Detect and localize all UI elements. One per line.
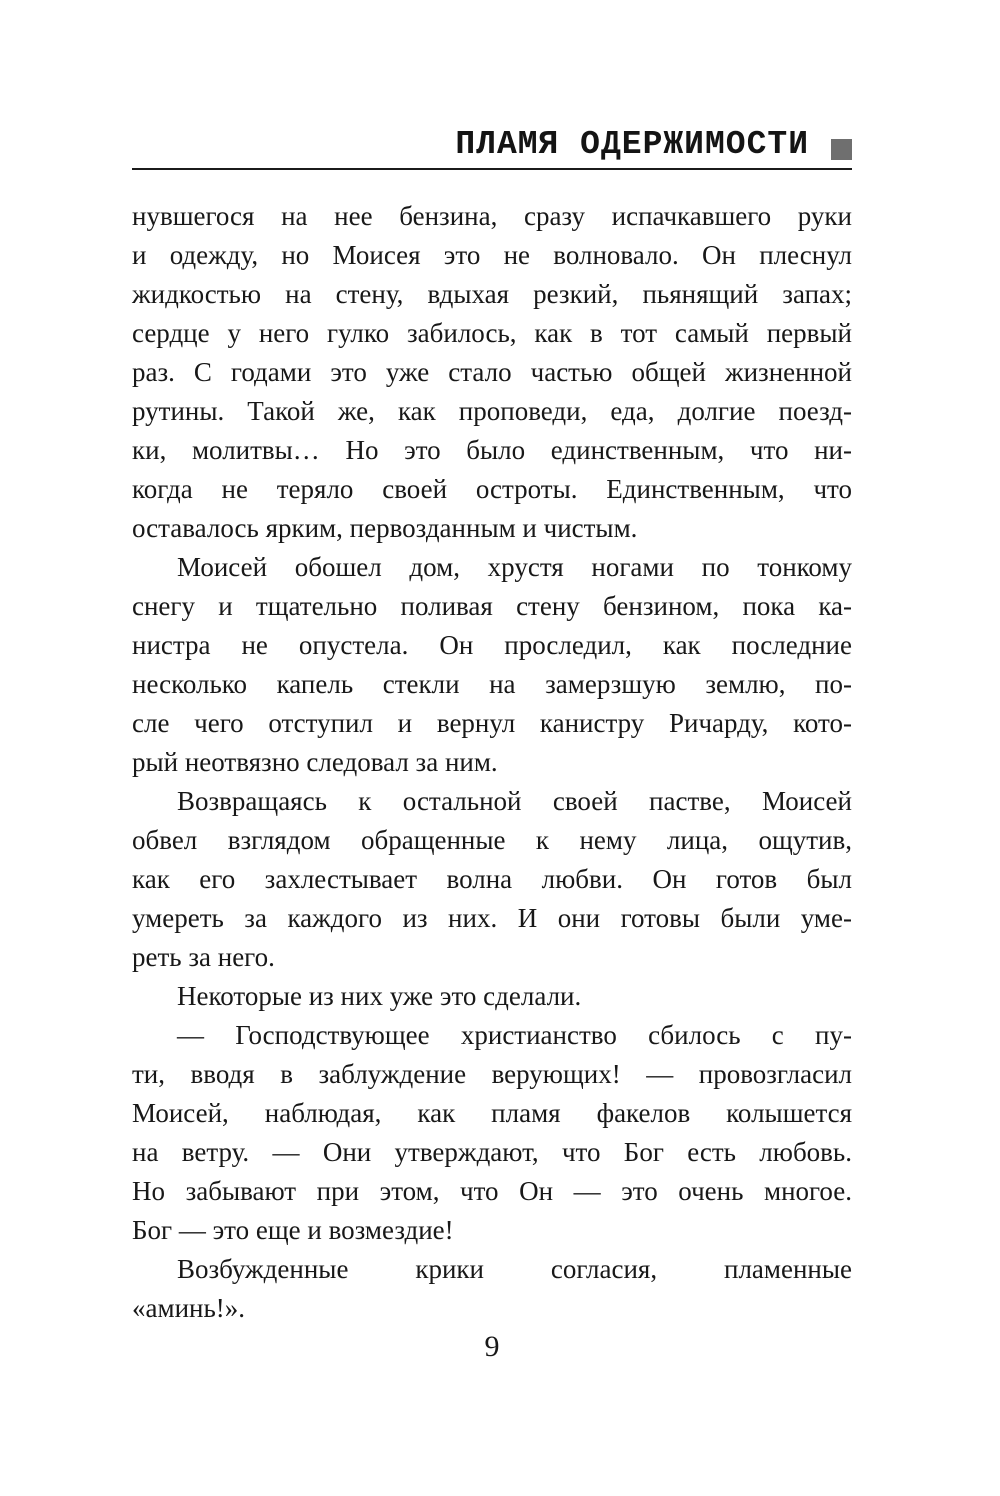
text-line: сердце у него гулко забилось, как в тот самый первый [132,318,852,348]
text-line: обвел взглядом обращенные к нему лица, ощутив, [132,825,852,855]
running-head-title: ПЛАМЯ ОДЕРЖИМОСТИ [455,126,809,163]
text-line: ки, молитвы… Но это было единственным, что ни- [132,435,852,465]
running-head [132,128,852,170]
text-line: снегу и тщательно поливая стену бензином, пока ка- [132,591,852,621]
body-text [132,197,852,1328]
text-line: Возвращаясь к остальной своей пастве, Моисей [177,786,852,816]
text-line: несколько капель стекли на замерзшую землю, по- [132,669,852,699]
page-number: 9 [484,1330,500,1363]
text-line: умереть за каждого из них. И они готовы были уме- [132,903,852,933]
text-line: нистра не опустела. Он проследил, как последние [132,630,852,660]
text-line: Моисей обошел дом, хрустя ногами по тонкому [177,552,852,582]
text-line: как его захлестывает волна любви. Он готов был [132,864,852,894]
text-line: на ветру. — Они утверждают, что Бог есть любовь. [132,1137,852,1167]
text-line: «аминь!». [132,1293,246,1323]
text-line: нувшегося на нее бензина, сразу испачкавшего руки [132,201,852,231]
text-line: сле чего отступил и вернул канистру Ричарду, кото- [132,708,852,738]
text-line: жидкостью на стену, вдыхая резкий, пьянящий запах; [132,279,852,309]
text-block [132,128,852,1328]
text-line: оставалось ярким, первозданным и чистым. [132,513,638,543]
text-line: Возбужденные крики согласия, пламенные [177,1254,852,1284]
text-line: Некоторые из них уже это сделали. [177,981,582,1011]
text-line: Бог — это еще и возмездие! [132,1215,454,1245]
text-line: Моисей, наблюдая, как пламя факелов колышется [132,1098,852,1128]
text-line: рутины. Такой же, как проповеди, еда, долгие поезд- [132,396,852,426]
text-line: ти, вводя в заблуждение верующих! — провозгласил [132,1059,852,1089]
text-line: — Господствующее христианство сбилось с пу- [177,1020,852,1050]
text-line: Но забывают при этом, что Он — это очень многое. [132,1176,852,1206]
text-line: когда не теряло своей остроты. Единственным, что [132,474,852,504]
text-line: рый неотвязно следовал за ним. [132,747,498,777]
square-bullet-icon [831,139,852,160]
text-line: реть за него. [132,942,275,972]
text-line: раз. С годами это уже стало частью общей жизненной [132,357,852,387]
text-line: и одежду, но Моисея это не волновало. Он плеснул [132,240,852,270]
